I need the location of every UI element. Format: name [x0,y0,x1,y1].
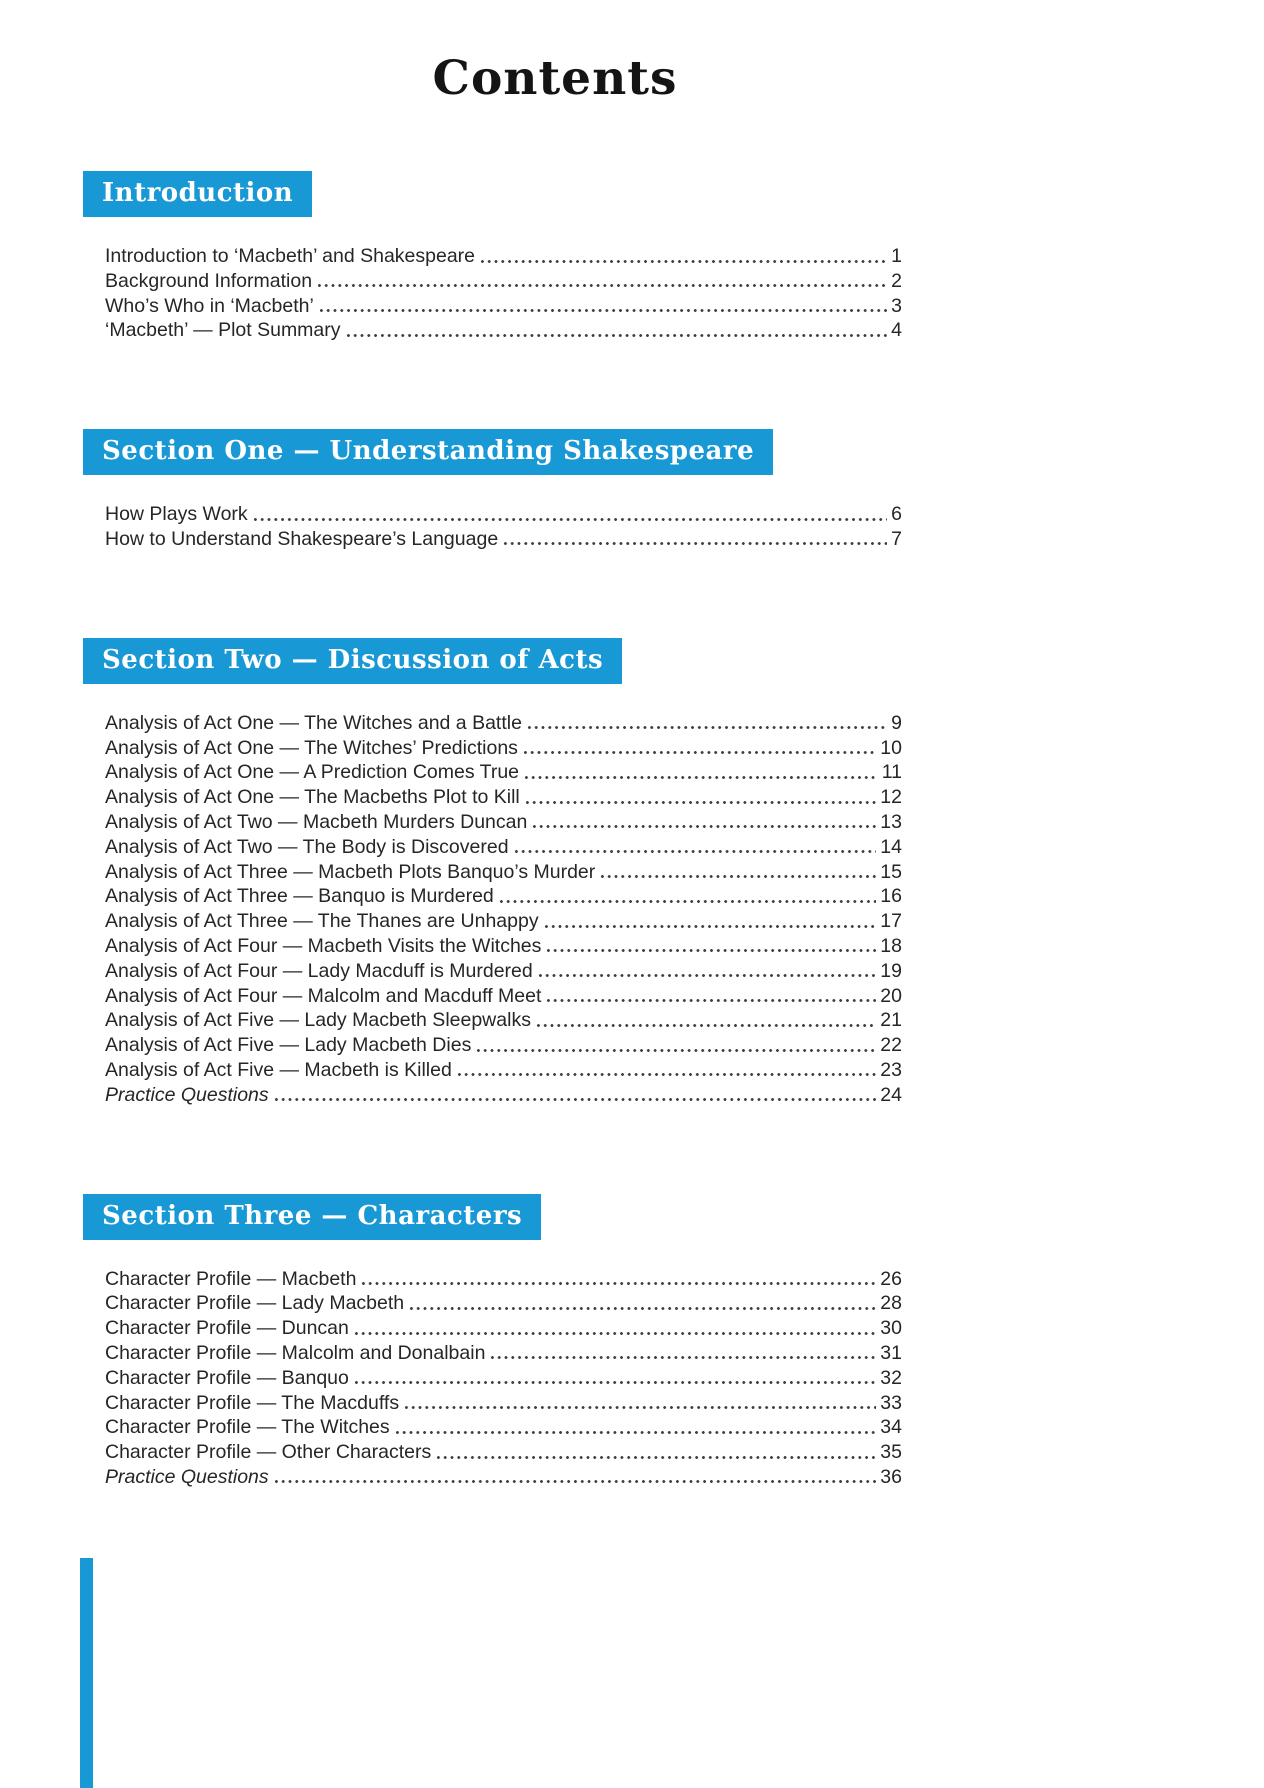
toc-entry-label: Character Profile — Macbeth [105,1267,357,1290]
toc-entry-label: Character Profile — Lady Macbeth [105,1292,405,1315]
toc-entry-page: 11 [881,761,902,784]
toc-entry-label: Who’s Who in ‘Macbeth’ [105,294,314,317]
toc-entry-label: Analysis of Act Four — Macbeth Visits the Witches [105,934,542,957]
toc-section [102,638,902,1108]
toc-entry-page: 4 [891,319,902,342]
toc-entry-page: 10 [880,736,902,759]
toc-entry [105,711,902,736]
toc-section [102,1194,902,1490]
toc-entry-label: Analysis of Act One — The Macbeths Plot to Kill [105,786,520,809]
toc-entry-page: 24 [880,1083,902,1106]
toc-entry-page: 21 [880,1009,902,1032]
dotted-leader [512,835,877,860]
sections-container [102,171,902,1490]
dotted-leader [407,1291,876,1316]
toc-entry-page: 35 [880,1441,902,1464]
toc-entry [105,934,902,959]
toc-entry [105,1415,902,1440]
toc-entry-label: Practice Questions [105,1465,269,1488]
toc-entry-label: Introduction to ‘Macbeth’ and Shakespeare [105,245,476,267]
dotted-leader [523,785,877,810]
toc-entry-page: 7 [891,527,902,550]
toc-entry-page: 16 [880,885,902,908]
dotted-leader [393,1415,877,1440]
section-entries [105,502,902,552]
toc-entry [105,835,902,860]
dotted-leader [352,1316,876,1341]
toc-entry-label: Analysis of Act Three — Macbeth Plots Banquo’s Murder [105,860,596,883]
toc-entry-label: Analysis of Act Five — Lady Macbeth Sleepwalks [105,1009,531,1032]
section-header [83,638,622,684]
toc-entry [105,860,902,885]
toc-entry-label: Analysis of Act Four — Lady Macduff is Murdered [105,959,533,982]
toc-entry-label: Character Profile — The Witches [105,1416,390,1439]
dotted-leader [598,860,876,885]
toc-entry-label: Analysis of Act Two — Macbeth Murders Duncan [105,810,528,833]
toc-entry [105,1341,902,1366]
toc-entry-label: Character Profile — Banquo [105,1366,349,1389]
dotted-leader [544,984,876,1009]
section-entries [105,1267,902,1490]
toc-entry-page: 28 [880,1292,902,1315]
dotted-leader [359,1267,876,1292]
dotted-leader [352,1366,876,1391]
toc-entry-label: Analysis of Act Four — Malcolm and Macduff Meet [105,984,542,1007]
dotted-leader [534,1008,876,1033]
toc-entry [105,269,902,294]
dotted-leader [478,244,887,269]
toc-entry-label: How Plays Work [105,503,248,526]
section-entries [105,244,902,343]
dotted-leader [497,884,877,909]
toc-entry-page: 3 [891,294,902,317]
toc-entry-label: How to Understand Shakespeare’s Language [105,527,499,550]
toc-entry-label: Analysis of Act One — A Prediction Comes True [105,761,520,784]
toc-section [102,429,902,552]
toc-entry-label: Analysis of Act Five — Macbeth is Killed [105,1058,452,1081]
dotted-leader [272,1465,877,1490]
dotted-leader [544,934,876,959]
toc-entry-page: 6 [891,503,902,526]
dotted-leader [455,1058,876,1083]
toc-entry-page: 13 [880,810,902,833]
toc-entry [105,909,902,934]
section-header [83,429,773,475]
toc-entry [105,736,902,761]
toc-entry-page: 2 [891,269,902,292]
toc-entry [105,1440,902,1465]
toc-entry-page: 14 [880,835,902,858]
toc-entry-page: 17 [880,910,902,933]
page-title: Contents [432,51,678,106]
toc-entry-page: 26 [880,1267,902,1290]
dotted-leader [474,1033,876,1058]
toc-entry-label: Analysis of Act Two — The Body is Discovered [105,835,509,858]
dotted-leader [501,527,887,552]
toc-entry-page: 36 [880,1465,902,1488]
toc-entry-label: Character Profile — The Macduffs [105,1391,400,1414]
toc-entry [105,1391,902,1416]
toc-entry-page: 1 [891,245,902,267]
toc-entry-label: Character Profile — Duncan [105,1317,349,1340]
toc-entry-page: 31 [880,1341,902,1364]
toc-entry-page: 20 [880,984,902,1007]
toc-entry-label: Background Information [105,269,313,292]
toc-entry-page: 15 [880,860,902,883]
dotted-leader [525,711,887,736]
toc-entry-page: 18 [880,934,902,957]
page-edge-accent-bar [80,1558,93,1788]
toc-entry-label: Analysis of Act One — The Witches’ Predictions [105,736,518,759]
toc-entry-label: Analysis of Act One — The Witches and a Battle [105,711,522,734]
toc-entry-label: Analysis of Act Three — Banquo is Murdered [105,885,494,908]
section-entries [105,711,902,1108]
toc-entry [105,1316,902,1341]
dotted-leader [272,1083,877,1108]
toc-entry [105,318,902,343]
dotted-leader [317,294,887,319]
toc-entry [105,760,902,785]
dotted-leader [542,909,877,934]
toc-entry-label: Analysis of Act Five — Lady Macbeth Dies [105,1034,472,1057]
dotted-leader [522,760,878,785]
toc-entry [105,1291,902,1316]
toc-entry-label: Character Profile — Malcolm and Donalbain [105,1341,486,1364]
toc-entry [105,1083,902,1108]
section-header-label: Introduction [102,178,294,208]
toc-entry [105,984,902,1009]
toc-entry-label: Practice Questions [105,1083,269,1106]
toc-entry [105,1366,902,1391]
section-header [83,171,312,217]
dotted-leader [315,269,887,294]
toc-entry-page: 30 [880,1317,902,1340]
toc-entry [105,884,902,909]
toc-entry [105,785,902,810]
toc-entry [105,1033,902,1058]
dotted-leader [530,810,876,835]
toc-entry-page: 9 [891,711,902,734]
toc-entry [105,244,902,269]
toc-entry [105,810,902,835]
toc-entry-page: 22 [880,1034,902,1057]
dotted-leader [521,736,876,761]
toc-entry [105,502,902,527]
toc-entry [105,527,902,552]
toc-entry [105,294,902,319]
toc-entry [105,1465,902,1490]
dotted-leader [251,502,887,527]
section-header-label: Section One — Understanding Shakespeare [102,436,755,467]
toc-entry-label: ‘Macbeth’ — Plot Summary [105,319,341,342]
toc-entry [105,1267,902,1292]
toc-entry-page: 34 [880,1416,902,1439]
toc-entry [105,1058,902,1083]
toc-entry-label: Character Profile — Other Characters [105,1441,432,1464]
toc-entry-page: 32 [880,1366,902,1389]
dotted-leader [434,1440,876,1465]
dotted-leader [344,318,888,343]
toc-entry-page: 23 [880,1058,902,1081]
toc-entry-page: 33 [880,1391,902,1414]
section-header-label: Section Three — Characters [102,1200,523,1231]
toc-entry-page: 12 [880,786,902,809]
section-header [83,1194,541,1240]
toc-entry [105,959,902,984]
dotted-leader [488,1341,876,1366]
toc-entry-label: Analysis of Act Three — The Thanes are Unhappy [105,910,539,933]
dotted-leader [402,1391,876,1416]
section-header-label: Section Two — Discussion of Acts [102,644,604,675]
toc-section [102,171,902,343]
toc-entry-page: 19 [880,959,902,982]
toc-entry [105,1008,902,1033]
dotted-leader [536,959,877,984]
